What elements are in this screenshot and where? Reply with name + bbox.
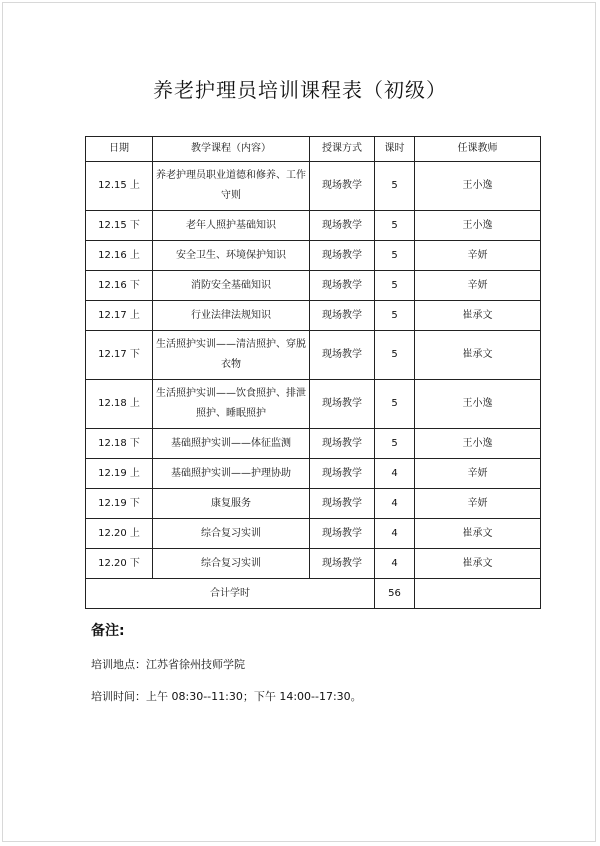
row-hours: 4 [375,519,415,549]
row-teacher: 辛妍 [415,271,541,301]
schedule-table [85,136,541,609]
row-teacher: 辛妍 [415,241,541,271]
header-course: 教学课程（内容） [153,137,310,162]
row-course: 老年人照护基础知识 [153,211,310,241]
row-teacher: 王小逸 [415,380,541,429]
row-course: 生活照护实训——清洁照护、穿脱衣物 [153,331,310,380]
row-date: 12.20 上 [86,519,153,549]
total-empty-cell [415,579,541,609]
row-teacher: 王小逸 [415,211,541,241]
table-row [86,519,541,549]
training-location: 培训地点：江苏省徐州技师学院 [91,658,245,671]
row-date: 12.16 下 [86,271,153,301]
row-date: 12.19 上 [86,459,153,489]
row-hours: 4 [375,549,415,579]
row-method: 现场教学 [310,459,375,489]
row-date: 12.15 下 [86,211,153,241]
row-method: 现场教学 [310,241,375,271]
table-row [86,211,541,241]
header-date: 日期 [86,137,153,162]
row-hours: 4 [375,459,415,489]
row-teacher: 王小逸 [415,429,541,459]
row-teacher: 崔承文 [415,549,541,579]
row-hours: 5 [375,162,415,211]
row-hours: 5 [375,211,415,241]
row-date: 12.17 上 [86,301,153,331]
row-date: 12.18 下 [86,429,153,459]
row-date: 12.19 下 [86,489,153,519]
row-teacher: 辛妍 [415,489,541,519]
row-method: 现场教学 [310,271,375,301]
row-method: 现场教学 [310,489,375,519]
row-teacher: 辛妍 [415,459,541,489]
total-hours: 56 [375,579,415,609]
row-teacher: 崔承文 [415,331,541,380]
row-method: 现场教学 [310,211,375,241]
notes-title: 备注: [91,623,125,639]
training-time: 培训时间：上午 08:30--11:30；下午 14:00--17:30。 [91,690,362,703]
row-method: 现场教学 [310,331,375,380]
header-hours: 课时 [375,137,415,162]
row-date: 12.17 下 [86,331,153,380]
row-hours: 5 [375,271,415,301]
row-hours: 5 [375,380,415,429]
row-course: 基础照护实训——体征监测 [153,429,310,459]
row-course: 生活照护实训——饮食照护、排泄照护、睡眠照护 [153,380,310,429]
row-method: 现场教学 [310,301,375,331]
header-teacher: 任课教师 [415,137,541,162]
row-course: 综合复习实训 [153,519,310,549]
table-row [86,271,541,301]
row-course: 养老护理员职业道德和修养、工作守则 [153,162,310,211]
table-row [86,549,541,579]
row-course: 综合复习实训 [153,549,310,579]
row-teacher: 王小逸 [415,162,541,211]
table-row [86,459,541,489]
total-row [86,579,541,609]
row-teacher: 崔承文 [415,519,541,549]
row-date: 12.18 上 [86,380,153,429]
row-date: 12.16 上 [86,241,153,271]
table-row [86,241,541,271]
table-row [86,380,541,429]
row-method: 现场教学 [310,519,375,549]
total-label: 合计学时 [86,579,375,609]
row-method: 现场教学 [310,549,375,579]
row-teacher: 崔承文 [415,301,541,331]
table-row [86,489,541,519]
row-hours: 5 [375,301,415,331]
table-header-row [86,137,541,162]
row-hours: 5 [375,241,415,271]
row-hours: 5 [375,331,415,380]
page-title: 养老护理员培训课程表（初级） [153,78,447,102]
row-hours: 5 [375,429,415,459]
row-course: 基础照护实训——护理协助 [153,459,310,489]
row-date: 12.15 上 [86,162,153,211]
row-course: 行业法律法规知识 [153,301,310,331]
row-course: 消防安全基础知识 [153,271,310,301]
row-hours: 4 [375,489,415,519]
table-row [86,301,541,331]
table-row [86,429,541,459]
row-method: 现场教学 [310,429,375,459]
table-row [86,162,541,211]
row-course: 安全卫生、环境保护知识 [153,241,310,271]
row-method: 现场教学 [310,380,375,429]
row-date: 12.20 下 [86,549,153,579]
header-method: 授课方式 [310,137,375,162]
row-method: 现场教学 [310,162,375,211]
table-row [86,331,541,380]
row-course: 康复服务 [153,489,310,519]
